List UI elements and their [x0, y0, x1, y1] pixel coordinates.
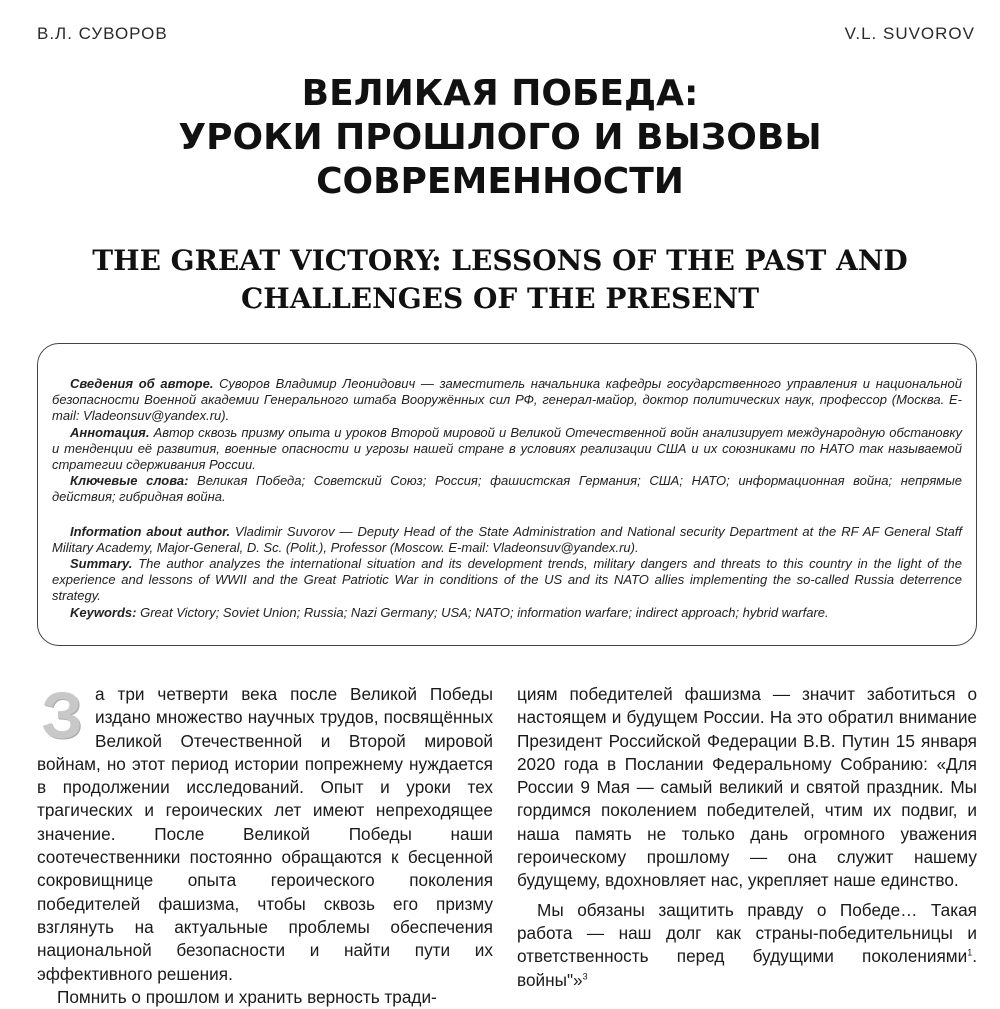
- author-info-ru: [52, 376, 962, 425]
- author-info-en: [52, 524, 962, 556]
- keywords-ru: [52, 473, 962, 505]
- drop-cap: З: [41, 678, 83, 752]
- annotation-label: Аннотация.: [70, 424, 150, 440]
- keywords-en-label: Keywords:: [70, 604, 137, 620]
- author-info-label: Сведения об авторе.: [70, 376, 214, 391]
- body-column-left: [37, 678, 493, 1009]
- keywords-en: [52, 605, 962, 621]
- title-ru-line: УРОКИ ПРОШЛОГО И ВЫЗОВЫ: [178, 117, 822, 158]
- body-column-right: [517, 683, 977, 992]
- body-paragraph: Мы обязаны защитить правду о Победе… Такая работа — наш долг как страны-победительницы и ответственность перед будущими поколениями$^1$. войны"»$^3$: [517, 899, 977, 990]
- annotation-ru: [52, 425, 962, 474]
- body-paragraph: [37, 678, 493, 986]
- title-ru-line: СОВРЕМЕННОСТИ: [316, 161, 684, 202]
- abstract-box: [37, 343, 977, 646]
- title-en-line: CHALLENGES OF THE PRESENT: [240, 282, 760, 315]
- running-head-right: V.L. SUVOROV: [844, 24, 975, 43]
- footnote-marker: 3: [582, 970, 588, 981]
- info-en-text: Vladimir Suvorov — Deputy Head of the State Administration and National security Department at the RF AF General Staff Military Academy, Major-General, D. Sc. (Polit.), Professor (Moscow. E-mail: Vladeonsuv@yandex.ru).: [52, 523, 962, 555]
- running-head-left: В.Л. СУВОРОВ: [37, 24, 168, 43]
- summary-label: Summary.: [70, 556, 133, 572]
- keywords-ru-text: Великая Победа; Советский Союз; Россия; фашистская Германия; США; НАТО; информационная война; непрямые действия; гибридная война.: [52, 473, 962, 505]
- article-title-en: [0, 242, 1000, 318]
- author-info-text: Суворов Владимир Леонидович — заместитель начальника кафедры государственного управления и национальной безопасности Военной академии Генерального штаба Вооружённых сил РФ, генерал-майор, доктор политических наук, профессор (Москва. E-mail: Vladeonsuv@yandex.ru).: [52, 376, 962, 424]
- footnote-marker: 1: [967, 947, 973, 958]
- body-paragraph: Помнить о прошлом и хранить верность тради-: [57, 986, 437, 1007]
- keywords-ru-label: Ключевые слова:: [70, 473, 189, 489]
- summary-text: The author analyzes the international situation and its development trends, military dangers and threats to this country in the light of the experience and lessons of WWII and the Great Patriotic War in conditions of the US and its NATO allies implementing the so-called Russia deterrence strategy.: [52, 556, 962, 604]
- paragraph-text: Мы обязаны защитить правду о Победе… Такая работа — наш долг как страны-победительницы и ответственность перед будущими поколениями: [517, 899, 977, 967]
- keywords-en-text: Great Victory; Soviet Union; Russia; Nazi Germany; USA; NATO; information warfare; indirect approach; hybrid warfare.: [136, 604, 829, 620]
- body-paragraph: циям победителей фашизма — значит заботиться о настоящем и будущем России. На это обратил внимание Президент Российской Федерации В.В. Путин 15 января 2020 года в Послании Федеральному Собранию: «Для России 9 Мая — самый великий и святой праздник. Мы гордимся поколением победителей, чтим их подвиг, и наша память не только дань огромного уважения героическому прошлому — она служит нашему будущему, вдохновляет нас, укрепляет наше единство.: [517, 684, 977, 891]
- paragraph-text-end: войны"»: [517, 969, 583, 990]
- summary-en: [52, 556, 962, 605]
- title-en-line: THE GREAT VICTORY: LESSONS OF THE PAST AND: [92, 244, 908, 277]
- info-en-label: Information about author.: [70, 523, 231, 539]
- paragraph-text: а три четверти века после Великой Победы издано множество научных трудов, посвящённых Великой Отечественной и Второй мировой войнам, но этот период истории попрежнему нуждается в продолжении исследований. Опыт и уроки тех трагических и героических лет имеют непреходящее значение. После Великой Победы наши соотечественники постоянно обращаются к бесценной сокровищнице опыта героического поколения победителей фашизма, чтобы сквозь его призму взглянуть на актуальные проблемы обеспечения национальной безопасности и найти пути их эффективного решения.: [37, 684, 493, 984]
- article-title-ru: [0, 72, 1000, 204]
- annotation-text: Автор сквозь призму опыта и уроков Второй мировой и Великой Отечественной войн анализирует международную обстановку и тенденции её развития, военные опасности и угрозы нашей стране в условиях реализации США и их союзниками по НАТО так называемой стратегии сдерживания России.: [52, 424, 962, 473]
- title-ru-line: ВЕЛИКАЯ ПОБЕДА:: [301, 73, 699, 114]
